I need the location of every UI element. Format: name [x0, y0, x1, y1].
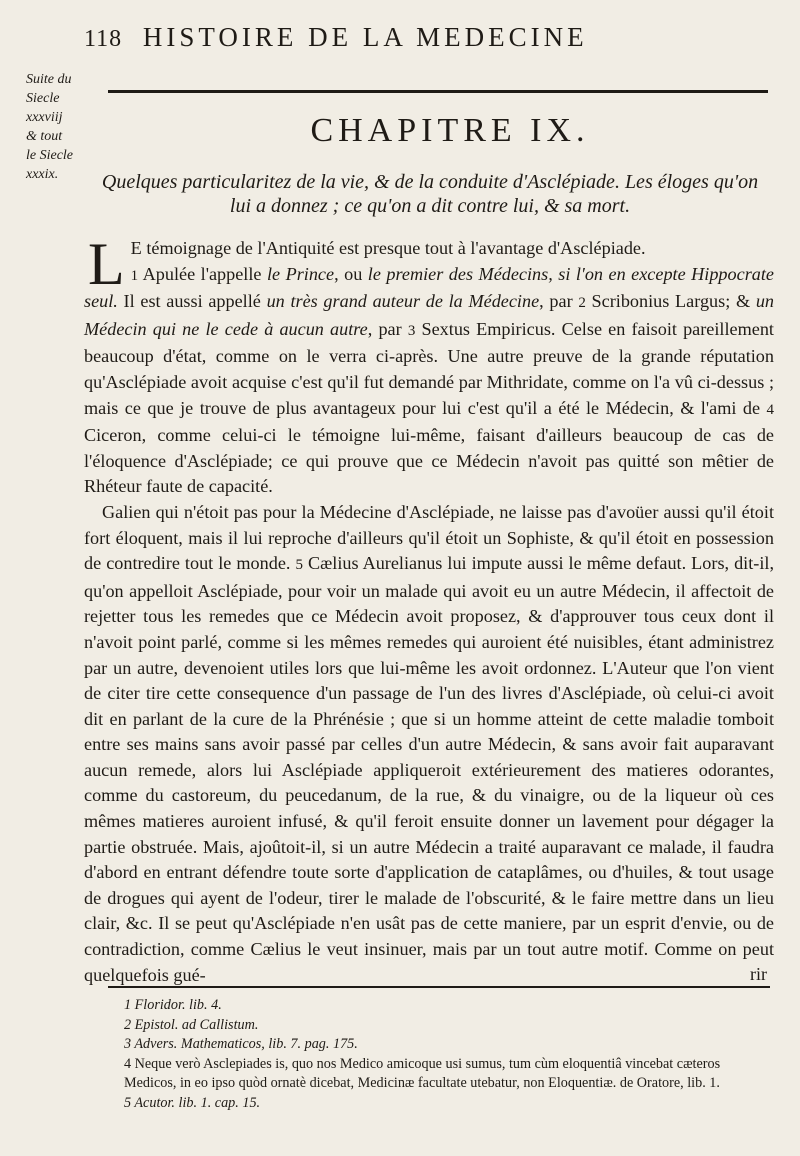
- text-run: Cælius Aurelianus lui impute aussi le même defaut. Lors, dit-il, qu'on appelloit Asclépiade, pour voir un malade qui avoit eu un autre Médecin, il affectoit de rejetter tous les remedes que ce Médecin avoit proposez, & d'approuver tous ceux dont il n'avoit point parlé, comme si les mêmes remedes qui auroient été nuisibles, étant administrez par un autre, devenoient utiles lors que lui-même les avoit ordonnez. L'Auteur que l'on vient de citer tire cette consequence d'un passage de l'un des livres d'Asclépiade, où celui-ci avoit dit en parlant de la cure de la Phrénésie ; que si un homme atteint de cette maladie tomboit entre ses mains sans avoir passé par celles d'un autre Médecin, & sans avoir fait auparavant aucun remede, alors lui Asclépiade appliqueroit extérieurement des matieres odorantes, comme du castoreum, du peucedanum, de la rue, & du vinaigre, ou de la liqueur où ces mêmes matieres auroient infusé, & qu'il feroit ensuite donner un lavement pour dégager la partie obstruée. Mais, ajoûtoit-il, si un autre Médecin a traité auparavant ce malade, il faudra d'abord en entrant défendre toute sorte d'application de cataplâmes, ou d'huiles, & tout usage de drogues qui ayent de l'odeur, tirer le malade de l'obscurité, & le faire mettre dans un lieu clair, &c. Il se peut qu'Asclépiade n'en usât pas de cette maniere, par un esprit d'envie, ou de contradiction, comme Cælius le veut insinuer, mais par un tout autre motif. Comme on peut quelquefois gué-: [84, 553, 774, 985]
- margin-note-line: Suite du: [26, 72, 72, 87]
- footnote-text: Acutor. lib. 1. cap. 15.: [134, 1094, 261, 1111]
- margin-note-line: Siecle: [26, 91, 60, 106]
- chapter-title: CHAPITRE IX.: [310, 112, 590, 149]
- chapter-summary: Quelques particularitez de la vie, & de la conduite d'Asclépiade. Les éloges qu'on lui a donnez ; ce qu'on a dit contre lui, & sa mort.: [101, 171, 759, 217]
- italic-run: le premier des Médecins, si l'on en excepte Hippocrate seul.: [84, 263, 774, 312]
- note-marker: 3: [407, 322, 416, 339]
- footnote-number: 3: [124, 1036, 132, 1052]
- footnote: [124, 1055, 770, 1094]
- footnote-text: Neque verò Asclepiades is, quo nos Medico amicoque usi sumus, tum cùm eloquentiâ vincebat cæteros Medicos, in eo ipso quòd ornatè dicebat, Medicinæ facultate utebatur, non Eloquentiæ. de Oratore, lib. 1.: [124, 1055, 721, 1091]
- footnote-rule: [108, 986, 770, 988]
- footnote-number: 1: [124, 997, 132, 1013]
- text-run: , par: [539, 291, 579, 312]
- text-run: Scribonius Largus; &: [585, 291, 756, 312]
- margin-note-line: xxxviij: [26, 110, 63, 125]
- footnote-text: Floridor. lib. 4.: [134, 997, 222, 1013]
- drop-cap: L: [88, 231, 125, 297]
- text-run: Il est aussi appellé: [117, 291, 267, 312]
- paragraph: [84, 231, 774, 500]
- note-marker: 4: [766, 401, 774, 418]
- footnote-text: Advers. Mathematicos, lib. 7. pag. 175.: [134, 1036, 358, 1052]
- page-number: 118: [84, 26, 123, 52]
- note-marker: 1: [130, 267, 139, 284]
- running-title: HISTOIRE DE LA MEDECINE: [142, 22, 588, 52]
- text-run: Galien qui n'étoit pas pour la Médecine d'Asclépiade, ne laisse pas d'avoüer aussi qu'il étoit fort éloquent, mais il lui reproche d'ailleurs qu'il étoit un Sophiste, & qu'il étoit en possession de contredire tout le monde.: [84, 501, 774, 574]
- text-run: , ou: [334, 263, 368, 284]
- footnote: [124, 1094, 770, 1114]
- margin-note: [26, 70, 106, 184]
- italic-run: le Prince: [266, 263, 335, 284]
- footnote: [124, 996, 770, 1016]
- margin-note-line: le Siecle: [26, 148, 74, 163]
- footnote: [124, 1016, 770, 1036]
- running-head: [84, 22, 694, 62]
- footnote-number: 2: [124, 1016, 132, 1033]
- footnote-number: 5: [124, 1094, 132, 1111]
- footnotes: [124, 996, 770, 1113]
- paragraph: [84, 500, 774, 988]
- margin-note-line: xxxix.: [26, 167, 59, 182]
- body-text: [84, 231, 774, 988]
- text-run: , par: [367, 318, 408, 339]
- text-run: E témoignage de l'Antiquité est presque tout à l'avantage d'Asclépiade.: [130, 238, 646, 258]
- footnote-text: Epistol. ad Callistum.: [134, 1016, 259, 1033]
- text-run: Sextus Empiricus. Celse en faisoit pareillement beaucoup d'état, comme on le verra ci-après. Une autre preuve de la grande réputation qu'Asclépiade avoit acquise c'est qu'il fut demandé par Mithridate, comme on l'a vû ci-dessus ; mais ce que je trouve de plus avantageux pour lui c'est qu'il a été le Médecin, & l'ami de: [84, 318, 774, 418]
- italic-run: un Médecin qui ne le cede à aucun autre: [84, 291, 774, 339]
- note-marker: 5: [295, 557, 303, 574]
- footnote-number: 4: [124, 1055, 132, 1072]
- header-rule: [108, 90, 768, 93]
- margin-note-line: & tout: [26, 129, 63, 144]
- text-run: Ciceron, comme celui-ci le témoigne lui-même, faisant d'ailleurs beaucoup de cas de l'éloquence d'Asclépiade; ce qui prouve que ce Médecin n'avoit pas quitté son mêtier de Rhéteur faute de capacité.: [84, 425, 774, 497]
- italic-run: un très grand auteur de la Médecine: [266, 291, 540, 312]
- footnote: [124, 1035, 770, 1055]
- catchword: rir: [750, 964, 767, 984]
- note-marker: 2: [578, 295, 586, 312]
- text-run: Apulée l'appelle: [138, 263, 267, 284]
